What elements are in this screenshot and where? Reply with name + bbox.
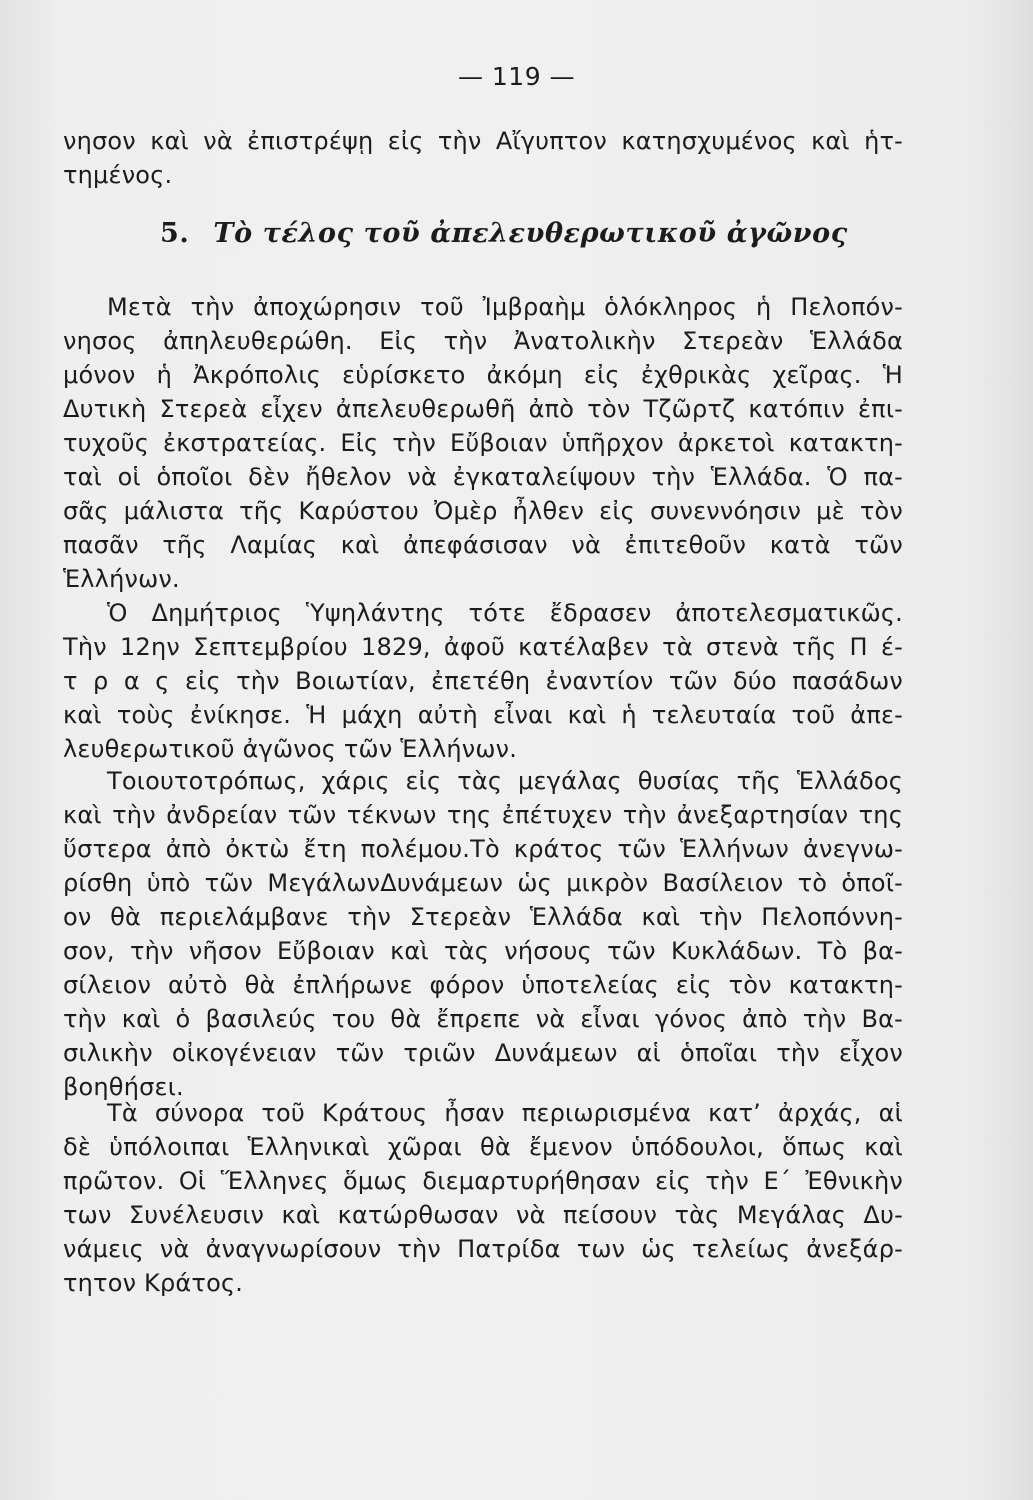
text-line: δὲ ὑπόλοιπαι Ἑλληνικαὶ χῶραι θὰ ἔμενον ὑπόδουλοι, ὅπως καὶ: [63, 1133, 903, 1161]
text-line: Τοιουτοτρόπως, χάρις εἰς τὰς μεγάλας θυσίας τῆς Ἑλλάδος: [107, 767, 903, 795]
text-line: τὴν καὶ ὁ βασιλεύς του θὰ ἔπρεπε νὰ εἶναι γόνος ἀπὸ τὴν Βα-: [63, 1005, 903, 1033]
text-line: καὶ τὴν ἀνδρείαν τῶν τέκνων της ἐπέτυχεν τὴν ἀνεξαρτησίαν της: [63, 801, 903, 829]
text-line: των Συνέλευσιν καὶ κατώρθωσαν νὰ πείσουν τὰς Μεγάλας Δυ-: [63, 1201, 903, 1229]
text-line: μόνον ἡ Ἀκρόπολις εὑρίσκετο ἀκόμη εἰς ἐχθρικὰς χεῖρας. Ἡ: [63, 361, 903, 389]
text-line: Δυτικὴ Στερεὰ εἶχεν ἀπελευθερωθῆ ἀπὸ τὸν Τζῶρτζ κατόπιν ἐπι-: [63, 395, 903, 423]
section-number: 5.: [160, 218, 190, 249]
text-line: τητον Κράτος.: [63, 1269, 244, 1297]
paragraph-3: [63, 764, 903, 1104]
text-line: πρῶτον. Οἱ Ἕλληνες ὅμως διεμαρτυρήθησαν εἰς τὴν Ε´ Ἐθνικὴν: [63, 1167, 903, 1195]
text-line: Μετὰ τὴν ἀποχώρησιν τοῦ Ἰμβραὴμ ὁλόκληρος ἡ Πελοπόν-: [107, 293, 903, 321]
text-line: νησος ἀπηλευθερώθη. Εἰς τὴν Ἀνατολικὴν Στερεὰν Ἑλλάδα: [63, 327, 903, 355]
section-heading: [160, 218, 848, 249]
text-line: ον θὰ περιελάμβανε τὴν Στερεὰν Ἑλλάδα καὶ τὴν Πελοπόννη-: [63, 903, 903, 931]
text-line: Ἑλλήνων.: [63, 565, 180, 593]
text-line: νησον καὶ νὰ ἐπιστρέψῃ εἰς τὴν Αἴγυπτον κατησχυμένος καὶ ἡτ-: [63, 127, 903, 155]
text-line: σιλικὴν οἰκογένειαν τῶν τριῶν Δυνάμεων αἱ ὁποῖαι τὴν εἶχον: [63, 1039, 903, 1067]
page-number: — 119 —: [457, 62, 576, 91]
text-line: Τὴν 12ην Σεπτεμβρίου 1829, ἀφοῦ κατέλαβεν τὰ στενὰ τῆς Π έ-: [63, 633, 903, 661]
paragraph-4: [63, 1096, 903, 1300]
text-line: ρίσθη ὑπὸ τῶν ΜεγάλωνΔυνάμεων ὡς μικρὸν Βασίλειον τὸ ὁποῖ-: [63, 869, 903, 897]
text-line: τημένος.: [63, 161, 173, 189]
text-line: σίλειον αὐτὸ θὰ ἐπλήρωνε φόρον ὑποτελείας εἰς τὸν κατακτη-: [63, 971, 903, 999]
text-line: καὶ τοὺς ἐνίκησε. Ἡ μάχη αὐτὴ εἶναι καὶ ἡ τελευταία τοῦ ἀπε-: [63, 701, 903, 729]
text-line: σον, τὴν νῆσον Εὔβοιαν καὶ τὰς νήσους τῶν Κυκλάδων. Τὸ βα-: [63, 937, 903, 965]
text-line: τ ρ α ς εἰς τὴν Βοιωτίαν, ἐπετέθη ἐναντίον τῶν δύο πασάδων: [63, 667, 903, 695]
text-line: πασᾶν τῆς Λαμίας καὶ ἀπεφάσισαν νὰ ἐπιτεθοῦν κατὰ τῶν: [63, 531, 903, 559]
text-line: βοηθήσει.: [63, 1073, 184, 1101]
text-line: σᾶς μάλιστα τῆς Καρύστου Ὀμὲρ ἦλθεν εἰς συνεννόησιν μὲ τὸν: [63, 497, 903, 525]
text-line: τυχοῦς ἐκστρατείας. Εἰς τὴν Εὔβοιαν ὑπῆρχον ἀρκετοὶ κατακτη-: [63, 429, 903, 457]
text-line: ταὶ οἱ ὁποῖοι δὲν ἤθελον νὰ ἐγκαταλείψουν τὴν Ἑλλάδα. Ὁ πα-: [63, 463, 903, 491]
paragraph-1: [63, 290, 903, 596]
section-title: Τὸ τέλος τοῦ ἀπελευθερωτικοῦ ἀγῶνος: [213, 218, 848, 249]
text-line: Ὁ Δημήτριος Ὑψηλάντης τότε ἔδρασεν ἀποτελεσματικῶς.: [107, 599, 903, 627]
text-line: Τὰ σύνορα τοῦ Κράτους ἦσαν περιωρισμένα κατ’ ἀρχάς, αἱ: [107, 1099, 903, 1127]
text-line: λευθερωτικοῦ ἀγῶνος τῶν Ἑλλήνων.: [63, 735, 518, 763]
intro-text: [63, 124, 903, 192]
text-line: ὕστερα ἀπὸ ὀκτὼ ἔτη πολέμου.Τὸ κράτος τῶν Ἑλλήνων ἀνεγνω-: [63, 835, 903, 863]
text-line: νάμεις νὰ ἀναγνωρίσουν τὴν Πατρίδα των ὡς τελείως ἀνεξάρ-: [63, 1235, 903, 1263]
paragraph-2: [63, 596, 903, 766]
